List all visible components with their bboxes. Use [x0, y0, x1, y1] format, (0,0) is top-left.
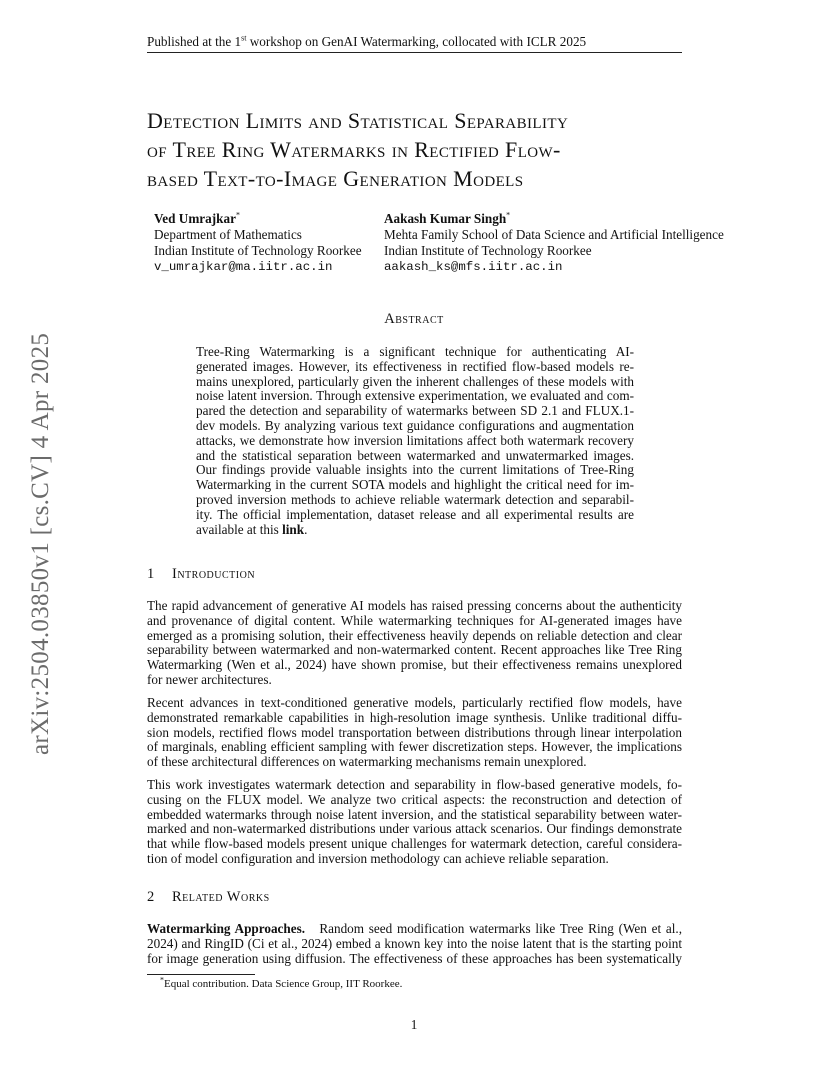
footnote-mark: * [160, 975, 164, 985]
abstract-line: attacks, we demonstrate how inversion limitations affect both watermark recovery [196, 432, 634, 448]
body-paragraph [147, 778, 682, 867]
author-affiliation: Indian Institute of Technology Roorkee [154, 243, 362, 258]
abstract-line: mains unexplored, particularly given the inherent challenges of these models with [196, 373, 634, 389]
title-line: of Tree Ring Watermarks in Rectified Flow- [147, 137, 561, 162]
author-block [384, 211, 724, 275]
text-line: for newer architectures. [147, 671, 272, 687]
abstract-line: Watermarking in the current SOTA models and highlight the critical need for im- [196, 477, 634, 493]
text-line: separability between watermarked and non-watermarked content. Recent approaches like Tree Ring [147, 642, 682, 658]
text-line: Recent advances in text-conditioned generative models, particularly rectified flow models, have [147, 695, 682, 710]
body-paragraph [147, 599, 682, 688]
body-paragraph [147, 696, 682, 770]
abstract-line: noise latent inversion. Through extensive experimentation, we evaluated and com- [196, 388, 634, 404]
page-number: 1 [410, 1017, 418, 1032]
abstract-link-lead: available at this [196, 521, 283, 537]
title-line: Detection Limits and Statistical Separability [147, 108, 569, 133]
header-superscript: st [241, 33, 247, 43]
author-affiliation: Mehta Family School of Data Science and Artificial Intelligence [384, 227, 724, 242]
abstract-line: Tree-Ring Watermarking is a significant technique for authenticating AI- [196, 344, 634, 359]
text-line: and provenance of digital content. While watermarking techniques for AI-generated images have [147, 612, 682, 628]
body-paragraph [147, 922, 682, 966]
run-in-heading: Watermarking Approaches. [147, 921, 306, 936]
paragraph-text: Random seed modification watermarks like Tree Ring (Wen et al., [319, 921, 682, 936]
text-line: of marginals, enabling efficient sampling with fewer discretization steps. However, the implications [147, 739, 682, 755]
section-number: 2 [147, 889, 155, 905]
project-link[interactable]: link [282, 521, 305, 537]
abstract-line: ity. The official implementation, dataset release and all experimental results are [196, 506, 634, 522]
header-rule [147, 52, 682, 53]
abstract-line: generated images. However, its effectiveness in rectified flow-based models re- [196, 358, 634, 374]
header-text-before: Published at the 1 [147, 34, 242, 49]
section-number: 1 [147, 566, 155, 582]
title-line: based Text-to-Image Generation Models [147, 166, 524, 191]
abstract-line: and the statistical separation between watermarked and unwatermarked images. [196, 447, 634, 463]
text-line: The rapid advancement of generative AI models has raised pressing concerns about the authenticity [147, 598, 682, 613]
text-line: Watermarking (Wen et al., 2024) have shown promise, but their effectiveness remains unexplored [147, 657, 682, 673]
equal-contribution-mark: * [506, 210, 511, 220]
section-title: Introduction [172, 566, 256, 582]
text-line: cusing on the FLUX model. We analyze two critical aspects: the reconstruction and detection of [147, 791, 682, 807]
section-heading-introduction [147, 566, 255, 583]
author-name: Ved Umrajkar [154, 211, 236, 226]
footnote-text: Equal contribution. Data Science Group, IIT Roorkee. [164, 978, 403, 990]
text-line: embedded watermarks through noise latent inversion, and the statistical separability between water- [147, 806, 682, 822]
abstract-body [196, 345, 634, 537]
text-line: tion of model configuration and inversion methodology can achieve reliable separation. [147, 850, 609, 866]
author-affiliation: Department of Mathematics [154, 227, 302, 242]
author-block [154, 211, 362, 275]
header-text-after: workshop on GenAI Watermarking, collocated with ICLR 2025 [246, 34, 587, 49]
arxiv-stamp: arXiv:2504.03850v1 [cs.CV] 4 Apr 2025 [27, 332, 54, 755]
running-header [147, 34, 682, 50]
section-title: Related Works [172, 889, 270, 905]
text-line: sion models, rectified flows model transportation between distributions through linear interpolation [147, 724, 682, 740]
text-line: that while flow-based models present unique challenges for watermark detection, careful considera- [147, 836, 682, 852]
abstract-line: Our findings provide valuable insights into the current limitations of Tree-Ring [196, 462, 634, 478]
section-heading-related-works [147, 889, 270, 906]
text-line: This work investigates watermark detection and separability in flow-based generative models, fo- [147, 777, 682, 792]
text-line: for image generation using diffusion. The effectiveness of these approaches has been systematically [147, 950, 682, 966]
author-affiliation: Indian Institute of Technology Roorkee [384, 243, 592, 258]
text-line [147, 922, 682, 937]
abstract-line: dev models. By analyzing various text guidance configurations and augmentation [196, 417, 634, 433]
equal-contribution-mark: * [235, 210, 240, 220]
paper-title [147, 106, 707, 193]
text-line: demonstrated remarkable capabilities in high-resolution image synthesis. Unlike traditional diffu- [147, 709, 682, 725]
abstract-line [196, 523, 634, 538]
text-line: emerged as a promising solution, their effectiveness heavily depends on reliable detection and clear [147, 627, 682, 643]
text-line: of these architectural differences on watermarking mechanisms remain unexplored. [147, 754, 587, 770]
author-email[interactable]: aakash_ks@mfs.iitr.ac.in [384, 260, 563, 274]
text-line: 2024) and RingID (Ci et al., 2024) embed a known key into the noise latent that is the starting point [147, 935, 682, 951]
abstract-heading: Abstract [384, 311, 444, 327]
abstract-end: . [304, 521, 308, 537]
author-name: Aakash Kumar Singh [384, 211, 507, 226]
abstract-line: pared the detection and separability of watermarks between SD 2.1 and FLUX.1- [196, 403, 634, 419]
author-email[interactable]: v_umrajkar@ma.iitr.ac.in [154, 260, 333, 274]
footnote [160, 975, 403, 990]
text-line: marked and non-watermarked distributions under various attack scenarios. Our findings demonstrate [147, 821, 682, 837]
abstract-line: proved inversion methods to achieve reliable watermark detection and separabil- [196, 491, 634, 507]
